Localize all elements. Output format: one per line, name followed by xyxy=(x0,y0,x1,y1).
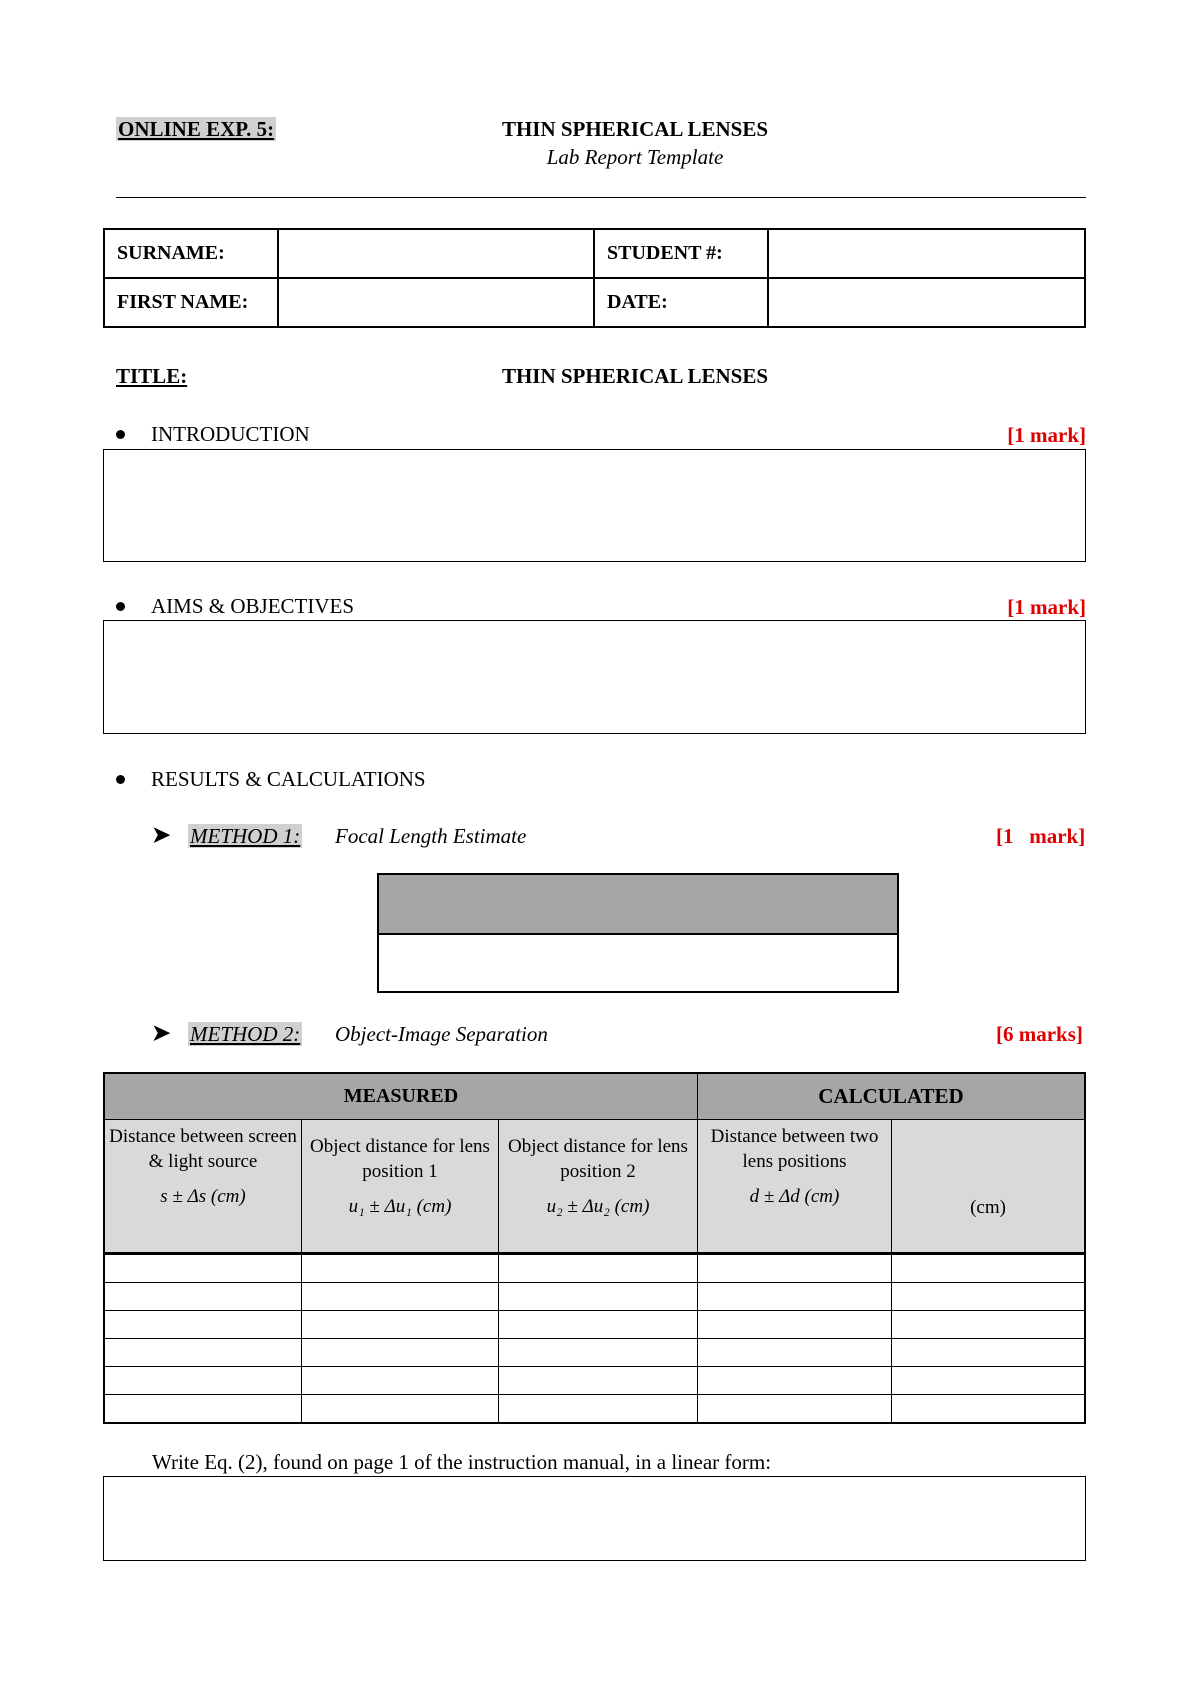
method1-table xyxy=(377,873,899,993)
doc-title: THIN SPHERICAL LENSES xyxy=(501,117,769,141)
data-cell[interactable] xyxy=(104,1339,302,1367)
data-cell[interactable] xyxy=(892,1254,1086,1283)
method2-label: METHOD 2: xyxy=(190,1022,301,1046)
date-field[interactable] xyxy=(768,278,1085,327)
data-cell[interactable] xyxy=(698,1311,892,1339)
bullet-icon xyxy=(116,430,125,439)
arrow-bullet-icon: ➤ xyxy=(152,822,171,847)
data-cell[interactable] xyxy=(499,1395,698,1424)
data-cell[interactable] xyxy=(892,1311,1086,1339)
method2-description: Object-Image Separation xyxy=(335,1022,548,1046)
method1-label: METHOD 1: xyxy=(190,824,301,848)
method1-description: Focal Length Estimate xyxy=(335,824,527,848)
surname-label: SURNAME: xyxy=(104,229,278,278)
student-number-field[interactable] xyxy=(768,229,1085,278)
data-cell[interactable] xyxy=(302,1339,499,1367)
method1-marks: [1 mark] xyxy=(996,824,1086,848)
data-cell[interactable] xyxy=(104,1311,302,1339)
data-cell[interactable] xyxy=(698,1254,892,1283)
data-cell[interactable] xyxy=(104,1395,302,1424)
table-row xyxy=(104,1339,1085,1367)
title-value: THIN SPHERICAL LENSES xyxy=(501,364,769,388)
data-cell[interactable] xyxy=(499,1254,698,1283)
table-row xyxy=(104,1395,1085,1424)
data-cell[interactable] xyxy=(499,1311,698,1339)
data-cell[interactable] xyxy=(302,1254,499,1283)
data-cell[interactable] xyxy=(499,1367,698,1395)
data-cell[interactable] xyxy=(892,1283,1086,1311)
data-cell[interactable] xyxy=(892,1339,1086,1367)
method2-marks: [6 marks] xyxy=(996,1022,1083,1046)
data-cell[interactable] xyxy=(698,1283,892,1311)
first-name-field[interactable] xyxy=(278,278,594,327)
method1-answer-cell[interactable] xyxy=(379,935,897,993)
aims-marks: [1 mark] xyxy=(1007,595,1086,619)
data-cell[interactable] xyxy=(104,1254,302,1283)
data-cell[interactable] xyxy=(698,1339,892,1367)
data-cell[interactable] xyxy=(892,1395,1086,1424)
bullet-icon xyxy=(116,775,125,784)
surname-field[interactable] xyxy=(278,229,594,278)
first-name-label: FIRST NAME: xyxy=(104,278,278,327)
data-cell[interactable] xyxy=(104,1367,302,1395)
table-row xyxy=(104,1254,1085,1283)
equation-answer-box[interactable] xyxy=(103,1476,1086,1561)
data-cell[interactable] xyxy=(499,1339,698,1367)
data-cell[interactable] xyxy=(698,1395,892,1424)
introduction-answer-box[interactable] xyxy=(103,449,1086,562)
data-cell[interactable] xyxy=(698,1367,892,1395)
data-cell[interactable] xyxy=(499,1283,698,1311)
bullet-icon xyxy=(116,602,125,611)
header-divider xyxy=(116,197,1086,198)
arrow-bullet-icon: ➤ xyxy=(152,1020,171,1045)
measured-header: MEASURED xyxy=(104,1073,698,1120)
table-row xyxy=(104,1311,1085,1339)
column-header-u1: Object distance for lens position 1 u₁ ± Δu₁ (cm) xyxy=(302,1120,499,1254)
title-label: TITLE: xyxy=(116,364,188,388)
data-cell[interactable] xyxy=(892,1367,1086,1395)
introduction-heading: INTRODUCTION xyxy=(116,422,310,447)
equation-prompt: Write Eq. (2), found on page 1 of the instruction manual, in a linear form: xyxy=(152,1450,772,1474)
column-header-cm: (cm) xyxy=(892,1120,1086,1254)
student-number-label: STUDENT #: xyxy=(594,229,768,278)
aims-heading: AIMS & OBJECTIVES xyxy=(116,594,354,619)
column-header-d: Distance between two lens positions d ± Δd (cm) xyxy=(698,1120,892,1254)
data-cell[interactable] xyxy=(302,1311,499,1339)
calculated-header: CALCULATED xyxy=(698,1073,1086,1120)
date-label: DATE: xyxy=(594,278,768,327)
results-heading: RESULTS & CALCULATIONS xyxy=(116,767,426,792)
aims-answer-box[interactable] xyxy=(103,620,1086,734)
table-row xyxy=(104,1367,1085,1395)
data-cell[interactable] xyxy=(302,1367,499,1395)
method2-table xyxy=(103,1072,1086,1424)
table-row xyxy=(104,1283,1085,1311)
column-header-s: Distance between screen & light source s ± Δs (cm) xyxy=(104,1120,302,1254)
exp-label: ONLINE EXP. 5: xyxy=(118,117,275,141)
data-cell[interactable] xyxy=(302,1283,499,1311)
introduction-marks: [1 mark] xyxy=(1007,423,1086,447)
data-cell[interactable] xyxy=(302,1395,499,1424)
data-cell[interactable] xyxy=(104,1283,302,1311)
student-info-table xyxy=(103,228,1086,328)
method1-header-cell xyxy=(379,875,897,935)
doc-subtitle: Lab Report Template xyxy=(546,145,724,169)
column-header-u2: Object distance for lens position 2 u₂ ± Δu₂ (cm) xyxy=(499,1120,698,1254)
